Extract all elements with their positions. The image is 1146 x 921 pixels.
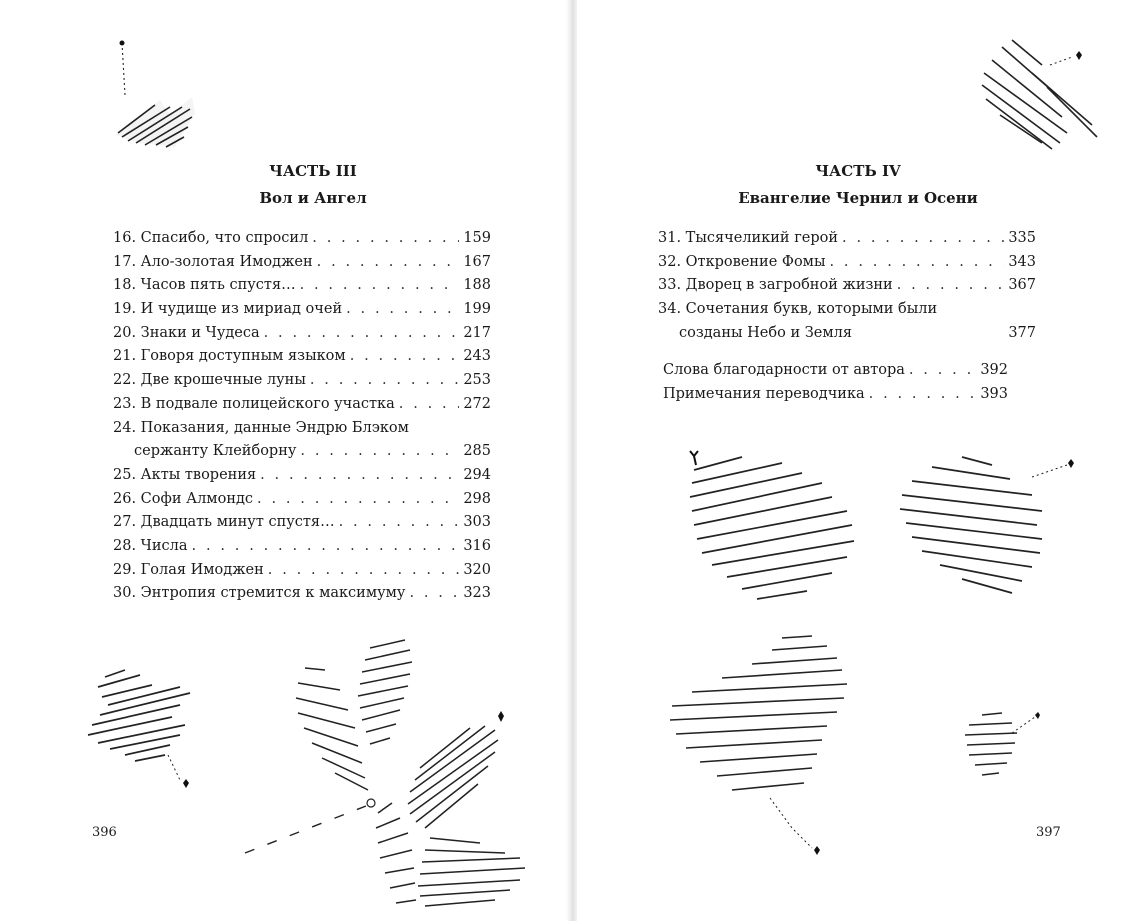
toc-entry-title: Примечания переводчика [663, 385, 865, 402]
text-leaf-top-left-illustration [100, 35, 210, 160]
toc-entry-title: 23. В подвале полицейского участка [113, 395, 395, 412]
toc-entry-title: 32. Откровение Фомы [658, 253, 826, 270]
toc-entry[interactable] [113, 585, 491, 609]
toc-entry[interactable] [113, 514, 491, 538]
toc-entry-page: 323 [463, 585, 491, 602]
toc-entry-continuation[interactable] [113, 443, 491, 467]
toc-entry-page: 285 [463, 443, 491, 460]
toc-entry-page: 335 [1008, 230, 1036, 246]
right-page [577, 0, 1146, 921]
toc-entry-title: 21. Говоря доступным языком [113, 348, 346, 365]
toc-entry-title: Слова благодарности от автора [663, 362, 905, 378]
toc-entry-title: 25. Акты творения [113, 466, 257, 483]
text-leaf-bottom-right-illustration [957, 705, 1047, 785]
toc-entry-title: 28. Числа [113, 537, 188, 554]
right-page-number: 397 [1036, 825, 1061, 840]
toc-entry-title: 34. Сочетания букв, которыми были [658, 301, 938, 318]
toc-entry-title: 27. Двадцать минут спустя… [113, 514, 335, 531]
toc-entry[interactable] [113, 254, 491, 278]
part-4-label: ЧАСТЬ IV [815, 162, 901, 180]
toc-entry-continuation[interactable] [658, 325, 1036, 349]
toc-entry[interactable] [113, 301, 491, 325]
toc-entry-page: 320 [463, 561, 491, 578]
toc-entry-title: 29. Голая Имоджен [113, 561, 264, 578]
toc-entry-page: 188 [463, 277, 491, 294]
toc-entry-page: 272 [463, 395, 491, 412]
text-leaf-bottom-left-illustration [662, 628, 857, 868]
toc-entry-title: 26. Софи Алмондс [113, 490, 254, 507]
toc-entry-title: 22. Две крошечные луны [113, 372, 306, 389]
toc-entry-title: 33. Дворец в загробной жизни [658, 277, 893, 294]
toc-entry[interactable] [658, 301, 1036, 325]
toc-entry-title: 30. Энтропия стремится к максимуму [113, 585, 406, 602]
toc-left-list [113, 230, 491, 609]
toc-entry-title: 24. Показания, данные Эндрю Блэком [113, 419, 409, 436]
toc-entry-page: 316 [463, 537, 491, 554]
part-4-title: Евангелие Чернил и Осени [738, 189, 978, 207]
toc-entry-page: 343 [1008, 253, 1036, 270]
toc-entry-title: 20. Знаки и Чудеса [113, 324, 260, 341]
text-leaf-top-right-illustration [972, 25, 1112, 160]
part-3-label: ЧАСТЬ III [269, 162, 357, 180]
text-maple-leaf-illustration [80, 655, 210, 800]
text-leaf-middle-left-illustration [682, 445, 867, 610]
toc-entry-title: 17. Ало-золотая Имоджен [113, 253, 313, 270]
toc-entry[interactable] [113, 467, 491, 491]
toc-entry-page: 167 [463, 253, 491, 270]
text-chestnut-leaf-illustration [240, 628, 540, 918]
toc-entry[interactable] [113, 562, 491, 586]
toc-entry-page: 303 [463, 514, 491, 531]
toc-right-list [658, 230, 1036, 348]
toc-entry[interactable] [658, 230, 1036, 254]
left-page [0, 0, 569, 921]
toc-entry-title: 31. Тысячеликий герой [658, 230, 839, 246]
toc-entry-page: 217 [463, 324, 491, 341]
toc-right-extras [663, 362, 1008, 409]
toc-entry-title: 18. Часов пять спустя… [113, 277, 296, 294]
toc-entry-page: 243 [463, 348, 491, 365]
toc-entry[interactable] [113, 491, 491, 515]
toc-entry[interactable] [113, 277, 491, 301]
part-3-title: Вол и Ангел [259, 189, 367, 207]
toc-entry-page: 298 [463, 490, 491, 507]
toc-entry[interactable] [113, 230, 491, 254]
toc-entry-title: 16. Спасибо, что спросил [113, 230, 309, 246]
toc-entry[interactable] [658, 277, 1036, 301]
toc-entry[interactable] [658, 254, 1036, 278]
toc-entry-title: 19. И чудище из мириад очей [113, 301, 343, 318]
text-leaf-middle-right-illustration [892, 445, 1082, 610]
toc-entry[interactable] [113, 538, 491, 562]
toc-entry[interactable] [113, 396, 491, 420]
toc-entry-page: 393 [980, 385, 1008, 402]
toc-entry[interactable] [113, 325, 491, 349]
left-page-number: 396 [92, 825, 117, 840]
toc-entry-page: 367 [1008, 277, 1036, 294]
toc-entry[interactable] [113, 420, 491, 444]
part-3-heading [163, 162, 463, 207]
toc-entry-page: 392 [980, 362, 1008, 378]
toc-entry[interactable] [663, 362, 1008, 386]
toc-entry-title: сержанту Клейборну [134, 443, 297, 460]
toc-entry[interactable] [113, 372, 491, 396]
part-4-heading [708, 162, 1008, 207]
toc-entry-page: 294 [463, 466, 491, 483]
toc-entry-page: 253 [463, 372, 491, 389]
toc-entry-page: 159 [463, 230, 491, 246]
toc-entry-page: 199 [463, 301, 491, 318]
toc-entry-title: созданы Небо и Земля [679, 324, 852, 341]
toc-entry[interactable] [663, 386, 1008, 410]
toc-entry[interactable] [113, 348, 491, 372]
toc-entry-page: 377 [1008, 324, 1036, 341]
